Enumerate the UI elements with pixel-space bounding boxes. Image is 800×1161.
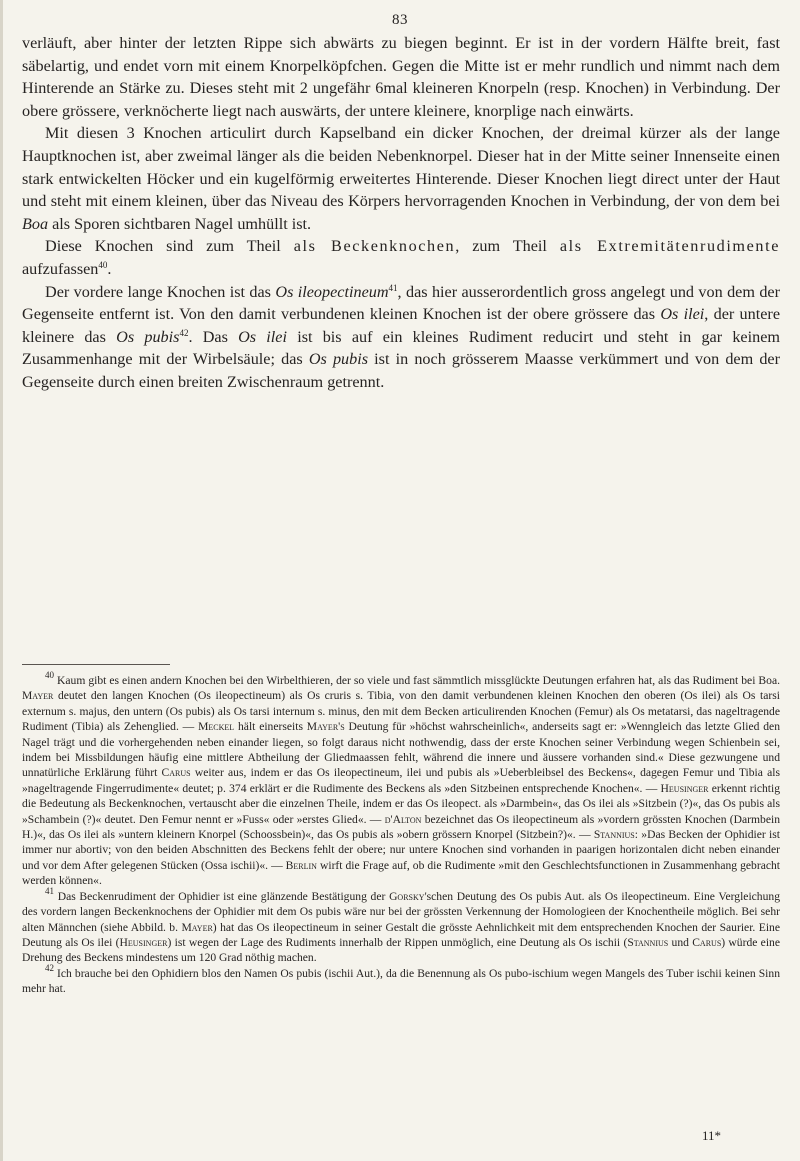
fn40-d: Deutung für »höchst wahrscheinlich«, anderseits sagt er: »Wenngleich das letzte Glied den Nagel trägt und die vorhergehenden neben einander liegen, so folgt daraus nicht nothwendig, dass der erste Knochen seiner Verbindung wegen Schienbein sei, indem bei Missbildungen häufig eine mittlere Abtheilung der Gliedmaassen fehlt, während die innere und äussere vorhanden sind.« Diese gezwungene und unnatürliche Erklärung führt: [22, 720, 780, 780]
p3-text-a: Diese Knochen sind zum Theil: [45, 237, 294, 256]
fn41-b: 'schen Deutung des Os pubis Aut. als Os ileopectineum. Eine Vergleichung des vordern langen Beckenknochens der Ophidier mit dem Os pubis wäre nur bei der grössten Verkennung der Homologieen der Knochentheile möglich. Bei sehr alten Männchen (siehe Abbild. b.: [22, 889, 780, 934]
p4-text-c: , der untere kleinere das: [22, 305, 780, 346]
fn41-gorsky: Gorsky: [389, 889, 425, 903]
p3-text-c: aufzufassen: [22, 259, 99, 278]
fn40-i: wirft die Frage auf, ob die Rudimente »mit den Geschlechtsfunctionen in Zusammenhang gebracht werden können«.: [22, 858, 781, 888]
footnote-ref-41[interactable]: 41: [388, 282, 398, 293]
p4-term-3: Os pubis: [116, 327, 180, 346]
p4-term-1: Os ileopectineum: [275, 282, 389, 301]
footnote-42: [22, 962, 780, 997]
footnote-41-number: 41: [45, 885, 54, 896]
paragraph-1-text: verläuft, aber hinter der letzten Rippe sich abwärts zu biegen beginnt. Er ist in der vordern Hälfte breit, fast säbelartig, und endet vorn mit einem Knorpelköpfchen. Gegen die Mitte ist er mehr rundlich und nimmt nach dem Hinterende an Stärke zu. Dieses steht mit 2 ungefähr 6mal kleineren Knorpeln (resp. Knochen) in Verbindung. Der obere grössere, verknöcherte liegt nach auswärts, der untere kleinere, knorplige nach einwärts.: [22, 34, 780, 120]
p4-text-a: Der vordere lange Knochen ist das: [45, 282, 276, 301]
p4-text-d: . Das: [188, 327, 239, 346]
p3-text-b: , zum Theil: [455, 237, 560, 256]
page-edge-shadow: [0, 0, 3, 1161]
fn40-dalton: d'Alton: [384, 812, 422, 826]
fn41-carus: Carus: [692, 935, 722, 949]
fn40-mayer: Mayer: [22, 689, 54, 703]
fn40-a: Kaum gibt es einen andern Knochen bei den Wirbelthieren, der so viele und fast sämmtlich missglückte Deutungen erfahren hat, als das Rudiment bei Boa.: [54, 674, 780, 687]
paragraph-1: [22, 32, 780, 122]
fn40-mayers: Mayer's: [306, 720, 345, 734]
fn42-a: Ich brauche bei den Ophidiern blos den Namen Os pubis (ischii Aut.), da die Benennung als Os pubo-ischium wegen Mangels des Tuber ischii keinen Sinn mehr hat.: [22, 966, 780, 996]
p3-spaced-2: als Extremitätenrudimente: [559, 237, 780, 256]
fn41-d: ) ist wegen der Lage des Rudiments innerhalb der Rippen unmöglich, eine Deutung als Os ischii (: [167, 935, 628, 949]
fn40-c: hält einerseits: [234, 720, 307, 734]
paragraph-4: [22, 281, 780, 394]
p4-text-f: ist in noch grösserem Maasse verkümmert und von dem der Gegenseite durch einen breiten Zwischenraum getrennt.: [22, 350, 781, 391]
main-text: [22, 32, 780, 394]
footnote-divider: [22, 664, 170, 665]
footnote-ref-40[interactable]: 40: [98, 259, 108, 270]
fn41-e: und: [668, 935, 693, 949]
p2-text-a: Mit diesen 3 Knochen articulirt durch Kapselband ein dicker Knochen, der dreimal kürzer als der lange Hauptknochen ist, aber zweimal länger als die beiden Nebenknorpel. Dieser hat in der Mitte seiner Innenseite einen stark entwickelten Höcker und ein kugelförmig erweitertes Hinterende. Dieser Knochen liegt direct unter der Haut und steht mit einem kleinen, über das Niveau des Körpers hervorragenden Knochen in Verbindung, der von dem bei: [22, 124, 780, 211]
fn40-g: bezeichnet das Os ileopectineum als »vordern grössten Knochen (Darmbein H.)«, das Os ilei als »untern kleinern Knorpel (Schoossbein)«, das Os pubis als »obern grössern Knorpel (Sitzbein?)«. —: [22, 812, 780, 842]
p3-text-d: .: [107, 259, 112, 278]
fn41-f: ) würde eine Drehung des Beckens mindestens um 120 Grad nöthig machen.: [22, 935, 780, 965]
fn40-f: erkennt richtig die Bedeutung als Beckenknochen, vertauscht aber die einzelnen Theile, indem er das Os ileopect. als »Darmbein«, das Os ilei als »Sitzbein (?)«, das Os pubis als »Schambein (?)« deutet. Den Femur nennt er »Fuss« oder »erstes Glied«. —: [22, 781, 781, 826]
fn41-stannius: Stannius: [627, 935, 669, 949]
fn40-h: : »Das Becken der Ophidier ist immer nur abortiv; von den beiden Abschnitten des Beckens fehlt der obere; nur untere Knochen sind vorhanden in paarigen horizontalen dicht neben einander und vor dem After gelegenen Stücken (Ossa ischii)«. —: [22, 828, 781, 872]
fn41-a: Das Beckenrudiment der Ophidier ist eine glänzende Bestätigung der: [54, 889, 390, 903]
footnote-41: [22, 885, 780, 966]
footnote-40: [22, 670, 781, 889]
page-number: 83: [392, 12, 408, 28]
p4-term-5: Os pubis: [308, 350, 369, 369]
signature-mark: 11*: [702, 1128, 722, 1143]
p3-spaced-1: als Beckenknochen: [293, 237, 456, 256]
p4-term-4: Os ilei: [238, 327, 287, 346]
p4-text-e: ist bis auf ein kleines Rudiment reducirt und steht in gar keinem Zusammenhange mit der Wirbelsäule; das: [22, 327, 780, 369]
fn40-meckel: Meckel: [198, 720, 235, 734]
p2-boa: Boa: [22, 214, 49, 233]
p2-text-b: als Sporen sichtbaren Nagel umhüllt ist.: [48, 214, 312, 233]
fn41-c: ) hat das Os ileopectineum in seiner Gestalt die grösste Aehnlichkeit mit dem entsprechenden Knochen der Saurier. Eine Deutung als Os ilei (: [22, 920, 780, 949]
fn40-heusinger: Heusinger: [660, 781, 709, 795]
fn40-stannius: Stannius: [593, 828, 635, 842]
paragraph-2: [22, 122, 780, 235]
footnote-42-number: 42: [45, 962, 54, 973]
fn40-carus: Carus: [161, 766, 191, 780]
fn41-mayer: Mayer: [181, 920, 213, 934]
p4-text-b: , das hier ausserordentlich gross angelegt und von dem der Gegenseite entfernt ist. Von den damit verbundenen kleinen Knochen ist der obere grössere das: [22, 282, 780, 324]
fn40-b: deutet den langen Knochen (Os ileopectineum) als Os cruris s. Tibia, von den damit verbundenen kleinen Knochen den oberen (Os ilei) als Os tarsi externum s. majus, den untern (Os pubis) als Os tarsi internum s. minus, den mit dem Becken articulirenden Knochen (Femur) als Os metatarsi, das nageltragende Rudiment (Tibia) als Zehenglied. —: [22, 689, 780, 734]
fn40-berlin: Berlin: [285, 858, 317, 872]
footnotes: [22, 670, 781, 997]
fn40-e: weiter aus, indem er das Os ileopectineum, ilei und pubis als »Ueberbleibsel des Beckens«, dagegen Femur und Tibia als »nageltragende Fingerrudimente« deutet; p. 374 erklärt er die Rudimente des Beckens als »den Sitzbeinen entsprechende Knochen«. —: [22, 766, 780, 795]
footnote-ref-42[interactable]: 42: [179, 327, 189, 338]
fn41-heusinger: Heusinger: [119, 935, 168, 949]
paragraph-3: [22, 235, 780, 280]
footnote-40-number: 40: [45, 670, 54, 680]
p4-term-2: Os ilei: [660, 305, 705, 324]
